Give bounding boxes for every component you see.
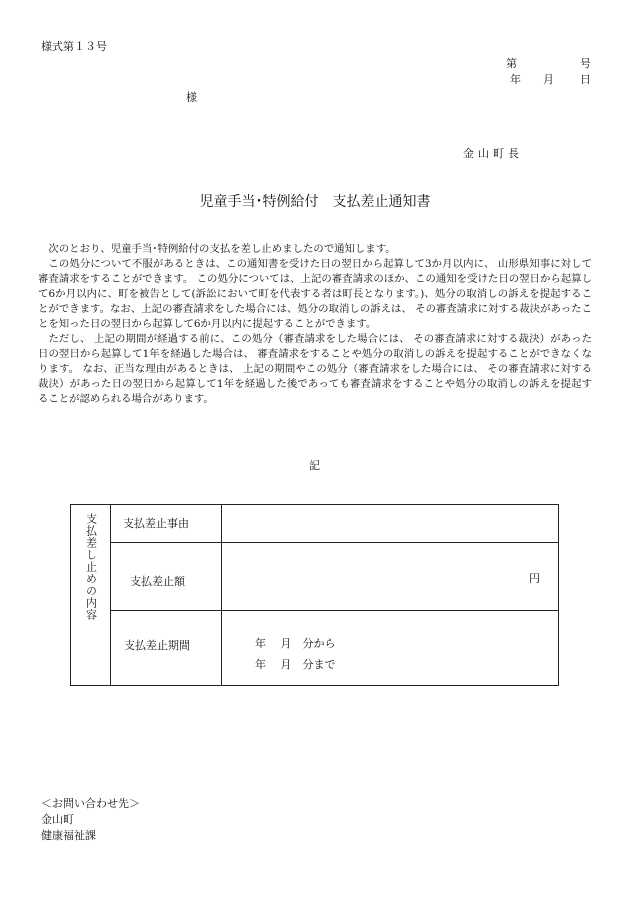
period-to: 年 月 分まで bbox=[255, 658, 336, 671]
contact-department: 健康福祉課 bbox=[41, 829, 96, 842]
contact-block bbox=[41, 796, 140, 844]
ki-heading: 記 bbox=[309, 459, 320, 472]
issuer: 金山町長 bbox=[463, 147, 523, 160]
date-day: 日 bbox=[580, 73, 591, 86]
contact-town: 金山町 bbox=[41, 813, 74, 826]
document-number-prefix: 第 bbox=[506, 57, 517, 70]
period-from: 年 月 分から bbox=[255, 637, 336, 650]
table-divider bbox=[110, 610, 558, 611]
amount-label: 支払差止額 bbox=[130, 575, 185, 588]
table-side-label: 支払差し止めの内容 bbox=[84, 513, 98, 621]
form-number: 様式第１３号 bbox=[41, 40, 107, 53]
document-title: 児童手当･特例給付 支払差止通知書 bbox=[199, 194, 431, 210]
period-label: 支払差止期間 bbox=[124, 639, 190, 652]
table-divider bbox=[110, 505, 111, 685]
body-paragraph: ただし、 上記の期間が経過する前に、この処分（審査請求をした場合には、 その審査請求に対する裁決）があった日の翌日から起算して1年を経過した場合は、 審査請求をすることや処分の取消しの訴えを提起することができなくなります。 なお、正当な理由があるときは、 上記の期間やこの処分（審査請求をした場合には、 その審査請求に対する裁決）があった日の翌日から起算して1年を経過した後であっても審査請求をすることや処分の取消しの訴えを提起することが認められる場合があります。 bbox=[38, 333, 592, 405]
recipient-honorific: 様 bbox=[186, 91, 197, 104]
amount-unit: 円 bbox=[529, 572, 540, 585]
contact-heading: ＜お問い合わせ先＞ bbox=[41, 797, 140, 810]
suspension-table bbox=[70, 504, 559, 686]
table-divider bbox=[110, 542, 558, 543]
date-month: 月 bbox=[543, 73, 554, 86]
reason-label: 支払差止事由 bbox=[123, 517, 189, 530]
body-paragraph: この処分について不服があるときは、この通知書を受けた日の翌日から起算して3か月以内に、 山形県知事に対して審査請求をすることができます。 この処分については、上記の審査請求のほか、この通知を受けた日の翌日から起算して6か月以内に、町を被告として(訴訟において町を代表する者は町長となります。)、処分の取消しの訴えを提起することができます。なお、上記の審査請求をした場合には、処分の取消しの訴えは、 その審査請求に対する裁決があったことを知った日の翌日から起算して6か月以内に提起することができます。 bbox=[38, 258, 592, 330]
notice-body bbox=[38, 242, 592, 407]
body-paragraph: 次のとおり、児童手当･特例給付の支払を差し止めましたので通知します。 bbox=[48, 243, 396, 255]
table-divider bbox=[221, 505, 222, 685]
document-number-suffix: 号 bbox=[580, 57, 591, 70]
date-year: 年 bbox=[510, 73, 521, 86]
